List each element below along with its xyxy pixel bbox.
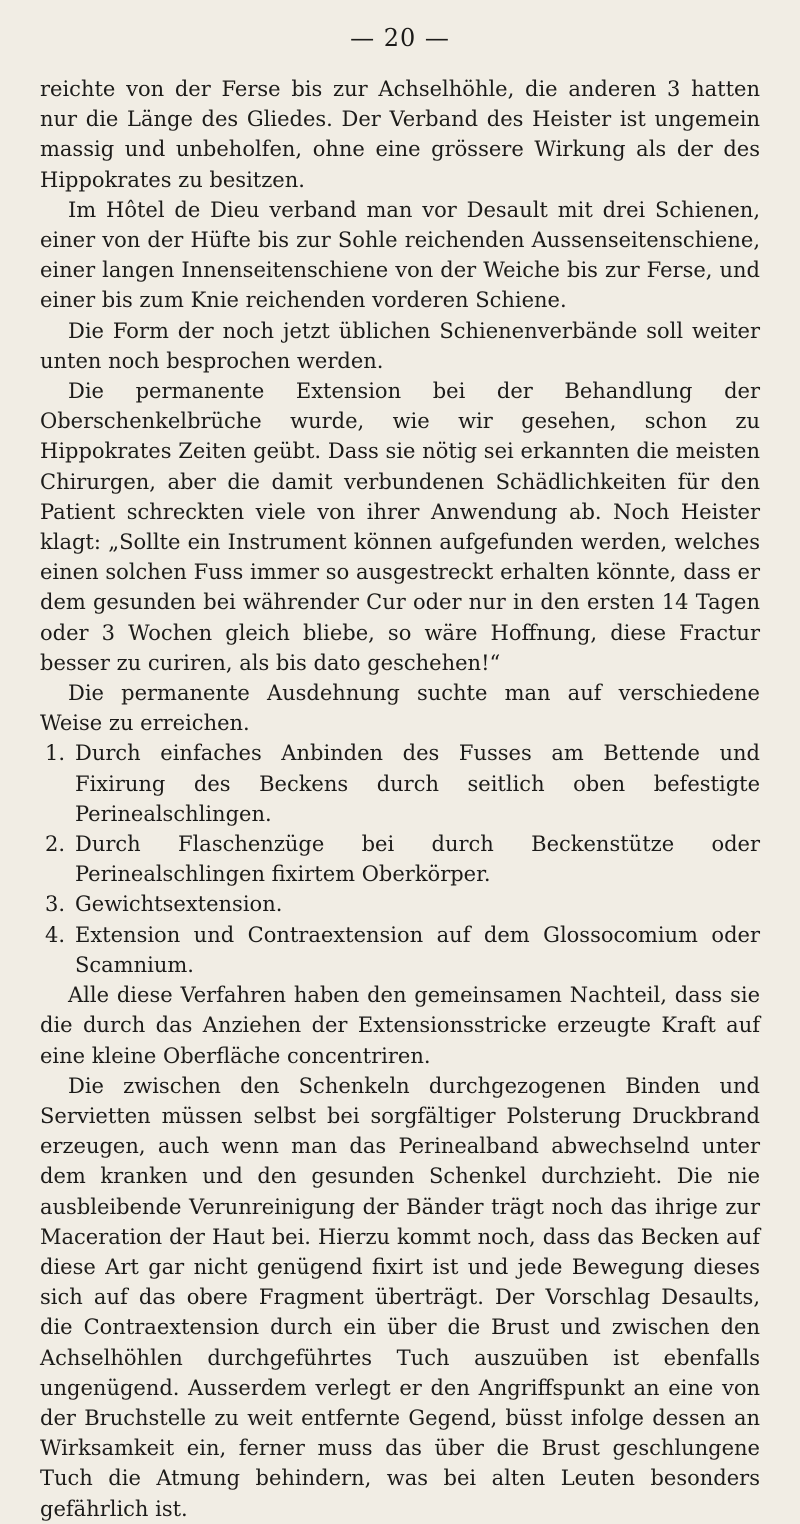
paragraph-3: Die Form der noch jetzt üblichen Schienenverbände soll weiter unten noch besprochen werden. bbox=[40, 318, 760, 373]
page-number: — 20 — bbox=[350, 24, 450, 52]
list-item-number: 2. bbox=[45, 832, 66, 857]
list-item-number: 3. bbox=[45, 892, 66, 917]
list-item bbox=[40, 920, 760, 980]
list-item bbox=[40, 738, 760, 829]
paragraph-2: Im Hôtel de Dieu verband man vor Desault mit drei Schienen, einer von der Hüfte bis zur Sohle reichenden Aussenseitenschiene, einer langen Innenseitenschiene von der Weiche bis zur Ferse, und einer bis zum Knie reichenden vorderen Schiene. bbox=[40, 197, 760, 313]
list-item-text: Extension und Contraextension auf dem Glossocomium oder Scamnium. bbox=[75, 922, 760, 977]
list-item-text: Durch Flaschenzüge bei durch Beckenstütze oder Perinealschlingen fixirtem Oberkörper. bbox=[75, 832, 760, 887]
list-item bbox=[40, 889, 760, 919]
paragraph-5: Die permanente Ausdehnung suchte man auf verschiedene Weise zu erreichen. bbox=[40, 681, 760, 736]
list-item-number: 1. bbox=[45, 741, 66, 766]
list-item-text: Durch einfaches Anbinden des Fusses am Bettende und Fixirung des Beckens durch seitlich oben befestigte Perinealschlingen. bbox=[75, 741, 760, 826]
list-item-text: Gewichtsextension. bbox=[75, 892, 283, 917]
paragraph-1: reichte von der Ferse bis zur Achselhöhle, die anderen 3 hatten nur die Länge des Gliedes. Der Verband des Heister ist ungemein massig und unbeholfen, ohne eine grössere Wirkung als der des Hippokrates zu besitzen. bbox=[40, 77, 760, 192]
paragraph-6: Alle diese Verfahren haben den gemeinsamen Nachteil, dass sie die durch das Anziehen der Extensionsstricke erzeugte Kraft auf eine kleine Oberfläche concentriren. bbox=[40, 983, 760, 1068]
list-item bbox=[40, 829, 760, 889]
paragraph-4: Die permanente Extension bei der Behandlung der Oberschenkelbrüche wurde, wie wir gesehen, schon zu Hippokrates Zeiten geübt. Dass sie nötig sei erkannten die meisten Chirurgen, aber die damit verbundenen Schädlichkeiten für den Patient schreckten viele von ihrer Anwendung ab. Noch Heister klagt: „Sollte ein Instrument können aufgefunden werden, welches einen solchen Fuss immer so ausgestreckt erhalten könnte, dass er dem gesunden bei währender Cur oder nur in den ersten 14 Tagen oder 3 Wochen gleich bliebe, so wäre Hoffnung, diese Fractur besser zu curiren, als bis dato geschehen!“ bbox=[40, 379, 760, 675]
list-item-number: 4. bbox=[45, 922, 66, 947]
paragraph-7: Die zwischen den Schenkeln durchgezogenen Binden und Servietten müssen selbst bei sorgfältiger Polsterung Druckbrand erzeugen, auch wenn man das Perinealband abwechselnd unter dem kranken und den gesunden Schenkel durchzieht. Die nie ausbleibende Verunreinigung der Bänder trägt noch das ihrige zur Maceration der Haut bei. Hierzu kommt noch, dass das Becken auf diese Art gar nicht genügend fixirt ist und jede Bewegung dieses sich auf das obere Fragment überträgt. Der Vorschlag Desaults, die Contraextension durch ein über die Brust und zwischen den Achselhöhlen durchgeführtes Tuch auszuüben ist ebenfalls ungenügend. Ausserdem verlegt er den Angriffspunkt an eine von der Bruchstelle zu weit entfernte Gegend, büsst infolge dessen an Wirksamkeit ein, ferner muss das über die Brust geschlungene Tuch die Atmung behindern, was bei alten Leuten besonders gefährlich ist. bbox=[40, 1073, 760, 1521]
